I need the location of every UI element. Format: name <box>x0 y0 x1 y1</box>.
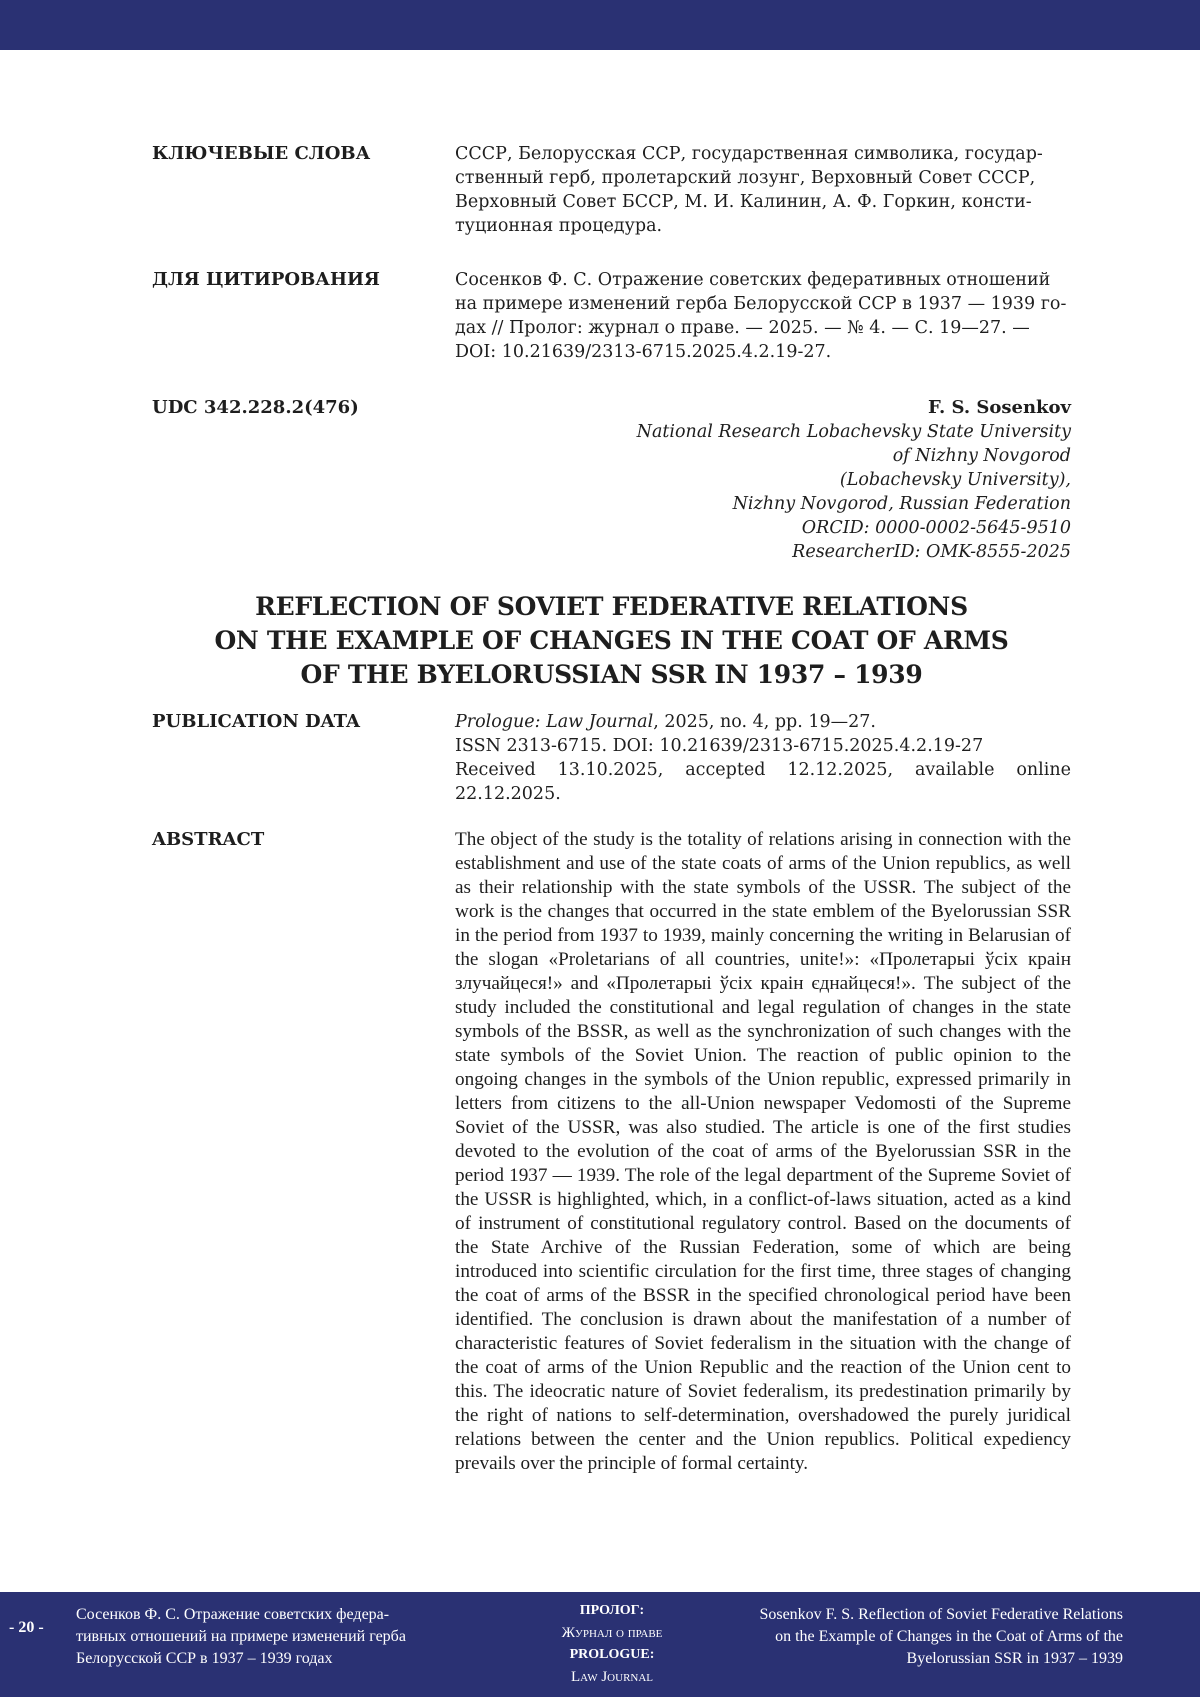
author-affiliation-line: Nizhny Novgorod, Russian Federation <box>732 494 1071 514</box>
citation-line: на примере изменений герба Белорусской ССР в 1937 — 1939 го- <box>455 294 1067 314</box>
journal-en-subtitle: Law Journal <box>570 1669 654 1685</box>
citation-label: ДЛЯ ЦИТИРОВАНИЯ <box>152 269 380 290</box>
keywords-line: Верховный Совет БССР, М. И. Калинин, А. Ф. Горкин, консти- <box>455 192 1032 212</box>
header-band <box>0 0 1200 50</box>
footer-russian-reference <box>76 1604 476 1670</box>
citation-line: Сосенков Ф. С. Отражение советских федеративных отношений <box>455 270 1051 290</box>
author-affiliation-line: National Research Lobachevsky State University <box>636 422 1071 442</box>
footer-line: on the Example of Changes in the Coat of Arms of the <box>775 1628 1123 1645</box>
journal-ru-subtitle: Журнал о праве <box>561 1625 663 1641</box>
title-line: OF THE BYELORUSSIAN SSR IN 1937 – 1939 <box>300 660 923 689</box>
footer-line: тивных отношений на примере изменений герба <box>76 1628 406 1645</box>
author-name: F. S. Sosenkov <box>927 397 1071 418</box>
article-title <box>152 590 1071 692</box>
author-affiliation-line: (Lobachevsky University), <box>839 470 1071 490</box>
publication-line <box>455 710 1071 734</box>
publication-line: Received 13.10.2025, accepted 12.12.2025, available online 22.12.2025. <box>455 760 1071 804</box>
title-line: ON THE EXAMPLE OF CHANGES IN THE COAT OF ARMS <box>214 626 1009 655</box>
keywords-line: СССР, Белорусская ССР, государственная символика, государ- <box>455 144 1043 164</box>
journal-name: Prologue: Law Journal <box>455 712 654 732</box>
citation-line: DOI: 10.21639/2313-6715.2025.4.2.19-27. <box>455 342 832 362</box>
footer-line: Белорусской ССР в 1937 – 1939 годах <box>76 1650 333 1667</box>
journal-issue: , 2025, no. 4, pp. 19—27. <box>653 712 876 732</box>
keywords-text <box>455 142 1071 238</box>
footer-band <box>0 1592 1200 1697</box>
footer-english-reference <box>703 1604 1123 1670</box>
citation-text <box>455 268 1071 364</box>
publication-label: PUBLICATION DATA <box>152 711 361 732</box>
author-orcid: ORCID: 0000-0002-5645-9510 <box>801 518 1071 538</box>
publication-text <box>455 710 1071 806</box>
journal-en-title: PROLOGUE: <box>569 1647 655 1662</box>
abstract-label: ABSTRACT <box>152 829 265 850</box>
publication-line: ISSN 2313-6715. DOI: 10.21639/2313-6715.2025.4.2.19-27 <box>455 736 984 756</box>
keywords-line: туционная процедура. <box>455 216 663 236</box>
citation-line: дах // Пролог: журнал о праве. — 2025. — № 4. — С. 19—27. — <box>455 318 1030 338</box>
footer-line: Byelorussian SSR in 1937 – 1939 <box>906 1650 1123 1667</box>
udc-code: UDC 342.228.2(476) <box>152 397 359 418</box>
keywords-label: КЛЮЧЕВЫЕ СЛОВА <box>152 143 371 164</box>
author-affiliation-line: of Nizhny Novgorod <box>892 446 1071 466</box>
journal-ru-title: ПРОЛОГ: <box>579 1603 645 1618</box>
author-block <box>551 396 1071 564</box>
abstract-text: The object of the study is the totality of relations arising in connection with the establishment and use of the state coats of arms of the Union republics, as well as their relationship with the state symbols of the USSR. The subject of the work is the changes that occurred in the state emblem of the Byelorussian SSR in the period from 1937 to 1939, mainly concerning the writing in Belarusian of the slogan «Proletarians of all countries, unite!»: «Пролетарыі ўсіх краін злучайцеся!» and «Пролетарыі ўсіх краін єднайцеся!». The subject of the study included the constitutional and legal regulation of changes in the state symbols of the BSSR, as well as the synchronization of such changes with the state symbols of the Soviet Union. The reaction of public opinion to the ongoing changes in the symbols of the Union republic, expressed primarily in letters from citizens to the all-Union newspaper Vedomosti of the Supreme Soviet of the USSR, was also studied. The article is one of the first studies devoted to the evolution of the coat of arms of the Byelorussian SSR in the period 1937 — 1939. The role of the legal department of the Supreme Soviet of the USSR is highlighted, which, in a conflict-of-laws situation, acted as a kind of instrument of constitutional regulatory control. Based on the documents of the State Archive of the Russian Federation, some of which are being introduced into scientific circulation for the first time, three stages of changing the coat of arms of the BSSR in the specified chronological period have been identified. The conclusion is drawn about the manifestation of a number of characteristic features of Soviet federalism in the situation with the change of the coat of arms of the Union Republic and the reaction of the Union cent to this. The ideocratic nature of Soviet federalism, its predestination primarily by the right of nations to self-determination, overshadowed the purely juridical relations between the center and the Union republics. Political expediency prevails over the principle of formal certainty. <box>455 829 1071 1474</box>
title-line: REFLECTION OF SOVIET FEDERATIVE RELATIONS <box>255 592 968 621</box>
page-number: - 20 - <box>9 1619 44 1636</box>
keywords-line: ственный герб, пролетарский лозунг, Верховный Совет СССР, <box>455 168 1036 188</box>
footer-line: Sosenkov F. S. Reflection of Soviet Federative Relations <box>759 1606 1123 1623</box>
author-researcher-id: ResearcherID: OMK-8555-2025 <box>792 542 1071 562</box>
footer-journal-name <box>520 1600 704 1688</box>
footer-line: Сосенков Ф. С. Отражение советских федера- <box>76 1606 390 1623</box>
